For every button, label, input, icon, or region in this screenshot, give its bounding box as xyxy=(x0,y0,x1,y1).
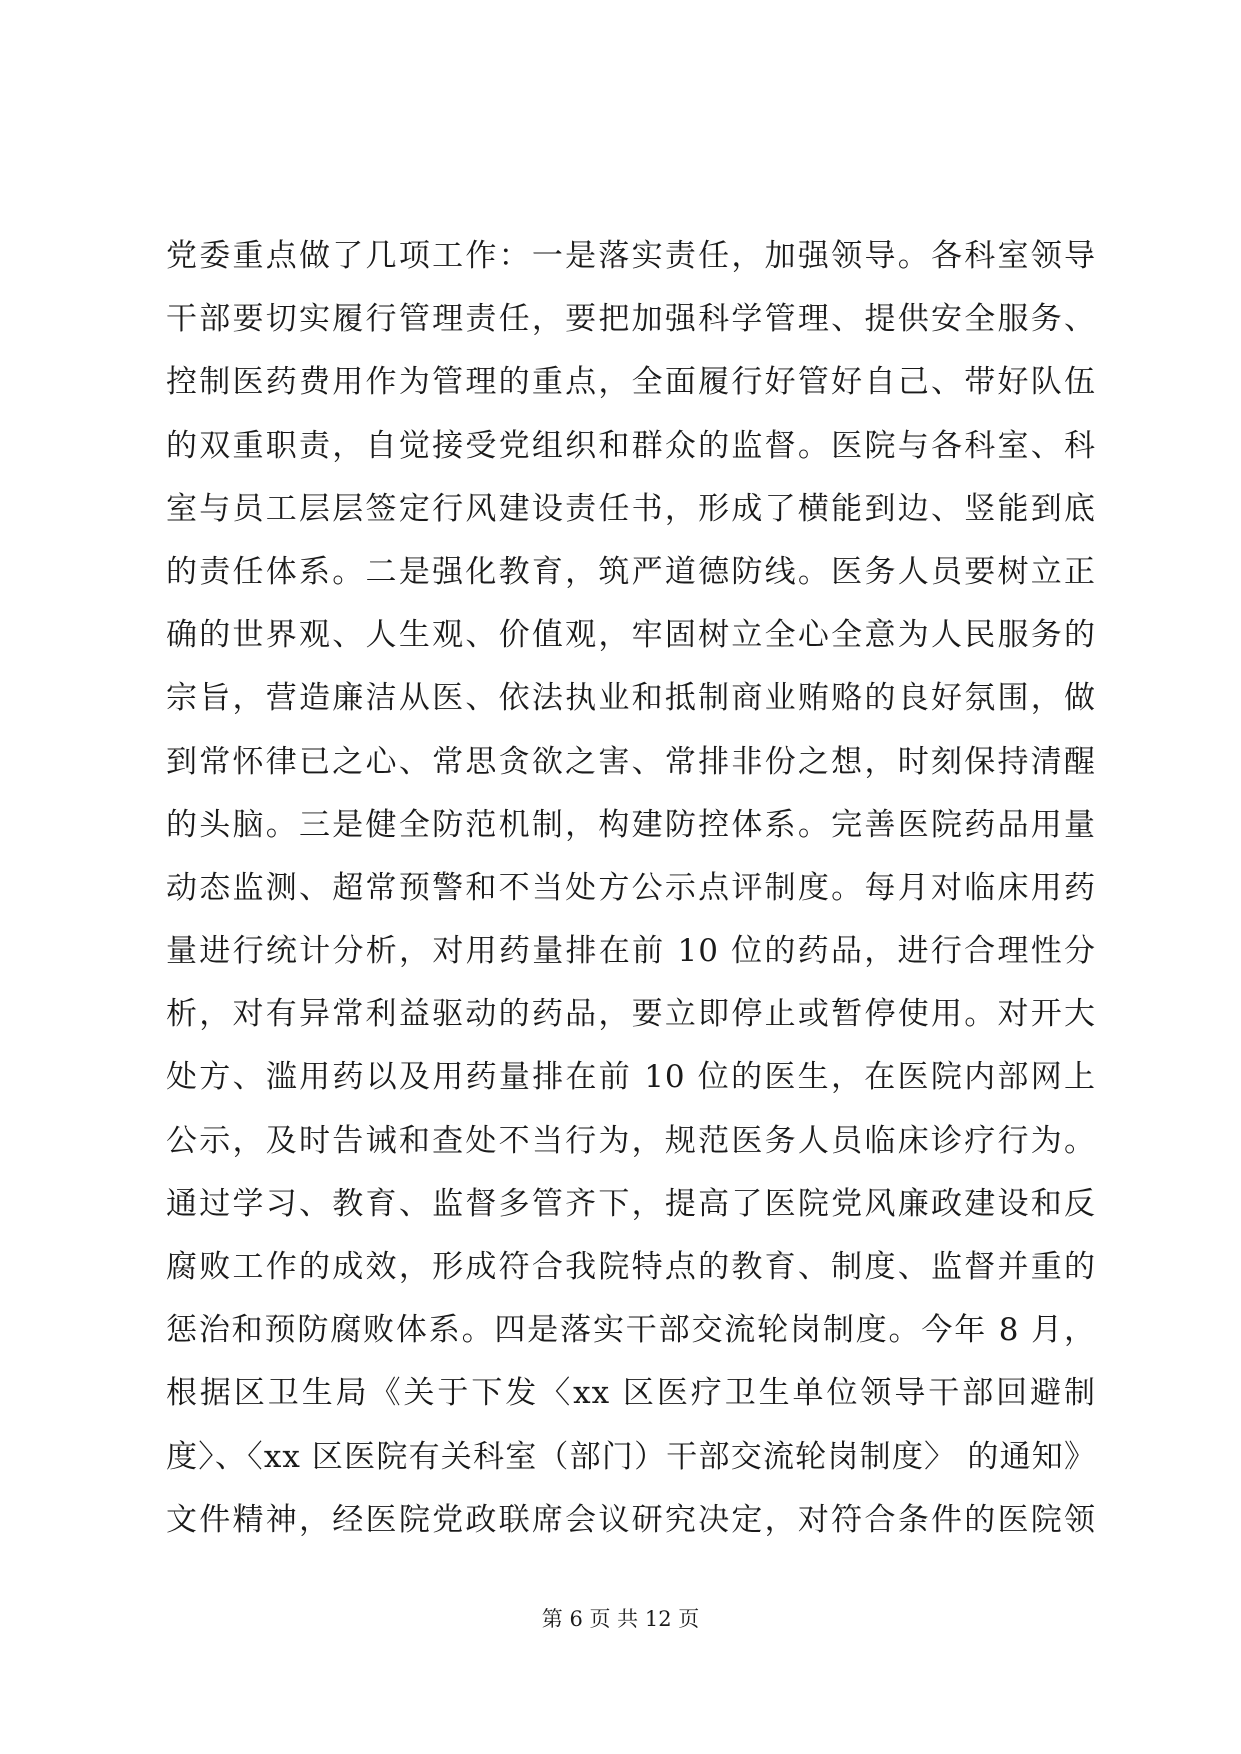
text-line: 确的世界观、人生观、价值观，牢固树立全心全意为人民服务的 xyxy=(166,617,1096,654)
text-line: 量进行统计分析，对用药量排在前 10 位的药品，进行合理性分 xyxy=(166,933,1096,970)
text-line: 的责任体系。二是强化教育，筑严道德防线。医务人员要树立正 xyxy=(166,553,1096,590)
text-line: 干部要切实履行管理责任，要把加强科学管理、提供安全服务、 xyxy=(166,301,1096,338)
text-line: 的头脑。三是健全防范机制，构建防控体系。完善医院药品用量 xyxy=(166,806,1096,843)
text-line: 室与员工层层签定行风建设责任书，形成了横能到边、竖能到底 xyxy=(166,490,1096,527)
text-line: 党委重点做了几项工作：一是落实责任，加强领导。各科室领导 xyxy=(166,238,1096,274)
text-line: 文件精神，经医院党政联席会议研究决定，对符合条件的医院领 xyxy=(166,1501,1096,1538)
text-line: 公示，及时告诫和查处不当行为，规范医务人员临床诊疗行为。 xyxy=(166,1122,1096,1159)
text-line: 宗旨，营造廉洁从医、依法执业和抵制商业贿赂的良好氛围，做 xyxy=(166,680,1096,717)
text-line: 根据区卫生局《关于下发〈xx 区医疗卫生单位领导干部回避制 xyxy=(166,1375,1096,1412)
text-line: 惩治和预防腐败体系。四是落实干部交流轮岗制度。今年 8 月， xyxy=(166,1312,1096,1349)
page-number-footer: 第 6 页 共 12 页 xyxy=(541,1607,700,1631)
body-paragraph xyxy=(166,225,1096,1552)
text-line: 处方、滥用药以及用药量排在前 10 位的医生，在医院内部网上 xyxy=(166,1059,1096,1096)
text-line: 腐败工作的成效，形成符合我院特点的教育、制度、监督并重的 xyxy=(166,1249,1096,1285)
text-line: 到常怀律已之心、常思贪欲之害、常排非份之想，时刻保持清醒 xyxy=(166,743,1096,780)
text-line: 度〉、〈xx 区医院有关科室（部门）干部交流轮岗制度〉 的通知》 xyxy=(166,1438,1096,1475)
text-line: 的双重职责，自觉接受党组织和群众的监督。医院与各科室、科 xyxy=(166,427,1096,464)
text-line: 析，对有异常利益驱动的药品，要立即停止或暂停使用。对开大 xyxy=(166,996,1096,1033)
text-line: 动态监测、超常预警和不当处方公示点评制度。每月对临床用药 xyxy=(166,869,1096,906)
text-line: 控制医药费用作为管理的重点，全面履行好管好自己、带好队伍 xyxy=(166,364,1096,401)
text-line: 通过学习、教育、监督多管齐下，提高了医院党风廉政建设和反 xyxy=(166,1185,1096,1222)
